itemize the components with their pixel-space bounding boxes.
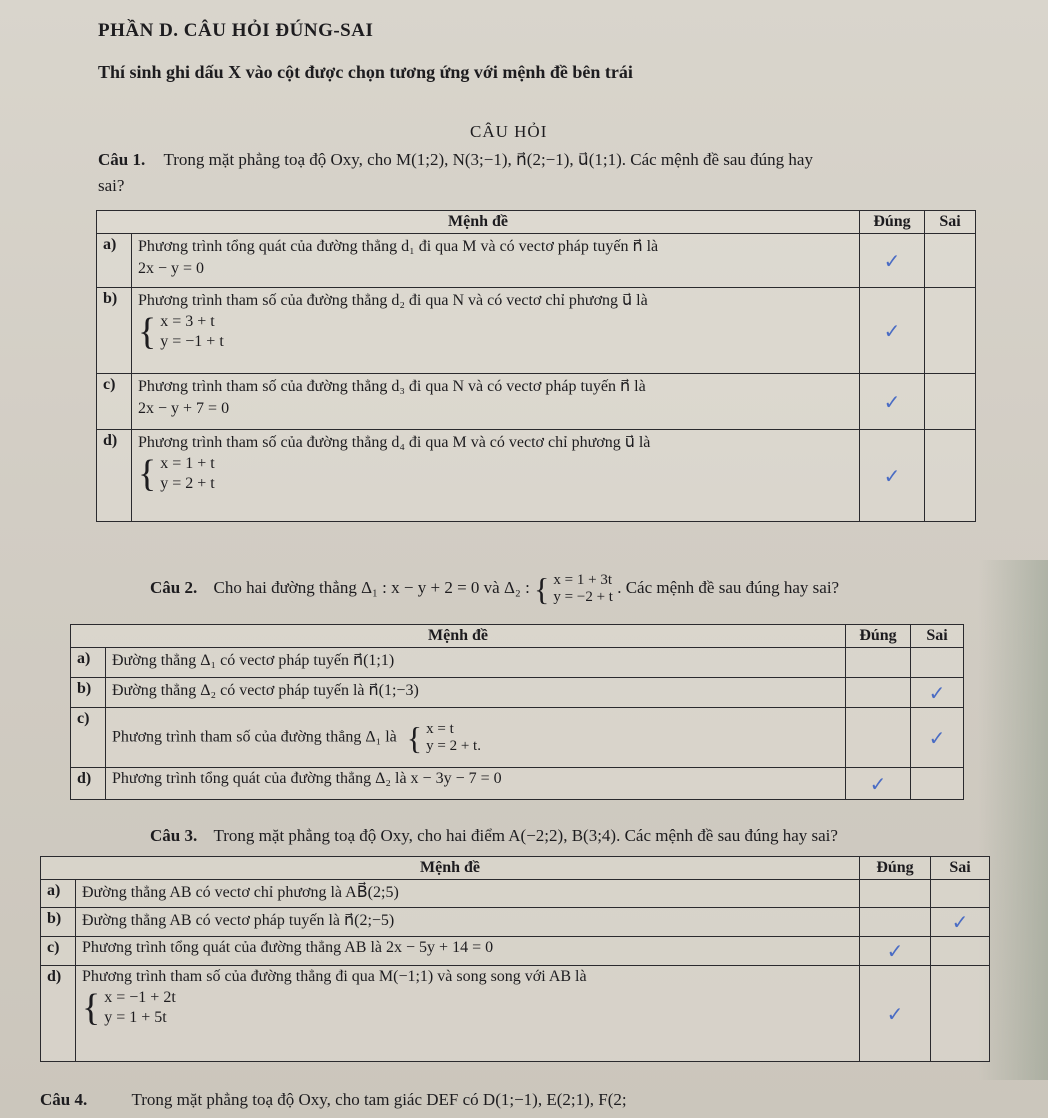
q4-text: Trong mặt phẳng toạ độ Oxy, cho tam giác DEF có D(1;−1), E(2;1), F(2; (131, 1090, 627, 1109)
q2-header-row (71, 625, 964, 648)
check-icon: ✓ (928, 680, 946, 705)
q2-b-true-cell[interactable] (846, 678, 911, 708)
q3-a-true-cell[interactable] (860, 880, 931, 908)
q1-table (96, 210, 976, 522)
q2-header-false: Sai (911, 625, 964, 648)
q1-label: Câu 1. (98, 150, 146, 169)
check-icon: ✓ (883, 463, 901, 488)
q1-c-false-cell[interactable] (925, 374, 976, 430)
q2-a-label: a) (71, 648, 106, 678)
q1-d-system (138, 454, 215, 494)
q1-header-row (97, 211, 976, 234)
q1-b-sys1: x = 3 + t (160, 313, 215, 330)
q3-b-label: b) (41, 908, 76, 937)
q1-d-false-cell[interactable] (925, 430, 976, 522)
check-icon: ✓ (886, 1001, 904, 1026)
q3-c-text: Phương trình tổng quát của đường thẳng AB là 2x − 5y + 14 = 0 (76, 937, 860, 966)
q1-c-text: Phương trình tham số của đường thẳng d₃ đi qua N và có vectơ pháp tuyến n⃗ là (138, 378, 646, 395)
q3-d-system (82, 988, 176, 1028)
q3-a-label: a) (41, 880, 76, 908)
q1-d-sys1: x = 1 + t (160, 455, 215, 472)
q2-b-label: b) (71, 678, 106, 708)
brace-glyph: { (138, 453, 157, 495)
q2-prompt (150, 572, 839, 606)
q1-b-false-cell[interactable] (925, 288, 976, 374)
q1-row-d (97, 430, 976, 522)
q1-d-text: Phương trình tham số của đường thẳng d₄ đi qua M và có vectơ chỉ phương u⃗ là (138, 434, 651, 451)
q2-c-true-cell[interactable] (846, 708, 911, 768)
q1-header-true: Đúng (860, 211, 925, 234)
q4-label: Câu 4. (40, 1090, 88, 1109)
q3-d-true-cell[interactable] (860, 966, 931, 1062)
q3-header-true: Đúng (860, 857, 931, 880)
check-icon: ✓ (883, 248, 901, 273)
q2-header-statement: Mệnh đề (71, 625, 846, 648)
q2-a-true-cell[interactable] (846, 648, 911, 678)
check-icon: ✓ (951, 910, 969, 934)
q1-header-statement: Mệnh đề (97, 211, 860, 234)
q2-a-text: Đường thẳng Δ₁ có vectơ pháp tuyến n⃗(1;1) (106, 648, 846, 678)
part-title: PHẦN D. CÂU HỎI ĐÚNG-SAI (98, 20, 374, 41)
brace-glyph: { (406, 719, 423, 756)
q1-a-true-cell[interactable] (860, 234, 925, 288)
q1-a-eq: 2x − y = 0 (138, 260, 205, 277)
q2-c-statement (106, 708, 846, 768)
q2-sys2: y = −2 + t (553, 589, 613, 605)
q1-b-true-cell[interactable] (860, 288, 925, 374)
q2-text-b: . Các mệnh đề sau đúng hay sai? (617, 577, 840, 597)
q2-label: Câu 2. (150, 577, 198, 597)
q1-d-sys2: y = 2 + t (160, 475, 215, 492)
q1-prompt (98, 150, 813, 170)
q3-d-statement (76, 966, 860, 1062)
q2-header-true: Đúng (846, 625, 911, 648)
q2-table (70, 624, 964, 800)
q3-c-label: c) (41, 937, 76, 966)
check-icon: ✓ (886, 939, 904, 963)
q2-c-sys2: y = 2 + t. (426, 737, 481, 754)
q2-d-label: d) (71, 768, 106, 800)
q3-a-false-cell[interactable] (931, 880, 990, 908)
q2-d-false-cell[interactable] (911, 768, 964, 800)
q2-row-a (71, 648, 964, 678)
q3-row-d (41, 966, 990, 1062)
check-icon: ✓ (928, 725, 946, 750)
check-icon: ✓ (883, 389, 901, 414)
section-heading: CÂU HỎI (470, 122, 548, 141)
q2-c-label: c) (71, 708, 106, 768)
q1-c-true-cell[interactable] (860, 374, 925, 430)
q3-text: Trong mặt phẳng toạ độ Oxy, cho hai điểm A(−2;2), B(3;4). Các mệnh đề sau đúng hay sai? (213, 826, 838, 845)
q3-d-text: Phương trình tham số của đường thẳng đi qua M(−1;1) và song song với AB là (82, 968, 587, 985)
q1-a-statement (132, 234, 860, 288)
q2-row-d (71, 768, 964, 800)
check-icon: ✓ (883, 318, 901, 343)
q3-d-sys1: x = −1 + 2t (104, 989, 176, 1006)
q2-d-text: Phương trình tổng quát của đường thẳng Δ₂ là x − 3y − 7 = 0 (106, 768, 846, 800)
q1-d-label: d) (97, 430, 132, 522)
q3-b-text: Đường thẳng AB có vectơ pháp tuyến là n⃗(2;−5) (76, 908, 860, 937)
q2-b-text: Đường thẳng Δ₂ có vectơ pháp tuyến là n⃗(1;−3) (106, 678, 846, 708)
q2-c-text: Phương trình tham số của đường thẳng Δ₁ là (112, 728, 397, 746)
q1-c-statement (132, 374, 860, 430)
instruction: Thí sinh ghi dấu X vào cột được chọn tương ứng với mệnh đề bên trái (98, 62, 633, 82)
q1-d-statement (132, 430, 860, 522)
q2-a-false-cell[interactable] (911, 648, 964, 678)
q1-text-cont: sai? (98, 176, 125, 195)
q2-row-b (71, 678, 964, 708)
check-icon: ✓ (869, 771, 887, 796)
q1-row-b (97, 288, 976, 374)
q2-row-c (71, 708, 964, 768)
q3-row-c (41, 937, 990, 966)
brace-glyph: { (534, 571, 550, 607)
q3-row-b (41, 908, 990, 937)
q3-c-false-cell[interactable] (931, 937, 990, 966)
q1-b-text: Phương trình tham số của đường thẳng d₂ đi qua N và có vectơ chỉ phương u⃗ là (138, 292, 648, 309)
q2-b-false-cell[interactable] (911, 678, 964, 708)
q2-d-true-cell[interactable] (846, 768, 911, 800)
q3-c-true-cell[interactable] (860, 937, 931, 966)
q3-label: Câu 3. (150, 826, 198, 845)
q1-b-system (138, 312, 224, 352)
q1-row-c (97, 374, 976, 430)
q3-prompt (150, 826, 838, 846)
q3-d-sys2: y = 1 + 5t (104, 1009, 167, 1026)
q1-d-true-cell[interactable] (860, 430, 925, 522)
q1-a-false-cell[interactable] (925, 234, 976, 288)
q3-b-false-cell[interactable] (931, 908, 990, 937)
q2-sys1: x = 1 + 3t (553, 572, 612, 588)
q1-b-sys2: y = −1 + t (160, 333, 224, 350)
q3-a-text: Đường thẳng AB có vectơ chỉ phương là AB⃗(2;5) (76, 880, 860, 908)
q1-row-a (97, 234, 976, 288)
q3-table (40, 856, 990, 1062)
brace-glyph: { (138, 311, 157, 353)
q2-system (534, 572, 613, 606)
q4-prompt (40, 1090, 627, 1110)
q1-b-label: b) (97, 288, 132, 374)
q3-b-true-cell[interactable] (860, 908, 931, 937)
q1-text: Trong mặt phẳng toạ độ Oxy, cho M(1;2), N(3;−1), n⃗(2;−1), u⃗(1;1). Các mệnh đề sau đúng hay (163, 150, 813, 169)
q2-c-false-cell[interactable] (911, 708, 964, 768)
q1-a-text: Phương trình tổng quát của đường thẳng d₁ đi qua M và có vectơ pháp tuyến n⃗ là (138, 238, 659, 255)
q3-header-statement: Mệnh đề (41, 857, 860, 880)
q3-d-label: d) (41, 966, 76, 1062)
q1-b-statement (132, 288, 860, 374)
q3-header-row (41, 857, 990, 880)
q1-c-label: c) (97, 374, 132, 430)
q3-d-false-cell[interactable] (931, 966, 990, 1062)
q2-c-system (407, 721, 481, 755)
q3-row-a (41, 880, 990, 908)
q1-c-eq: 2x − y + 7 = 0 (138, 400, 230, 417)
brace-glyph: { (82, 987, 101, 1029)
q1-a-label: a) (97, 234, 132, 288)
q2-text-a: Cho hai đường thẳng Δ₁ : x − y + 2 = 0 và Δ₂ : (213, 577, 530, 597)
q2-c-sys1: x = t (426, 720, 454, 737)
q1-header-false: Sai (925, 211, 976, 234)
q3-header-false: Sai (931, 857, 990, 880)
